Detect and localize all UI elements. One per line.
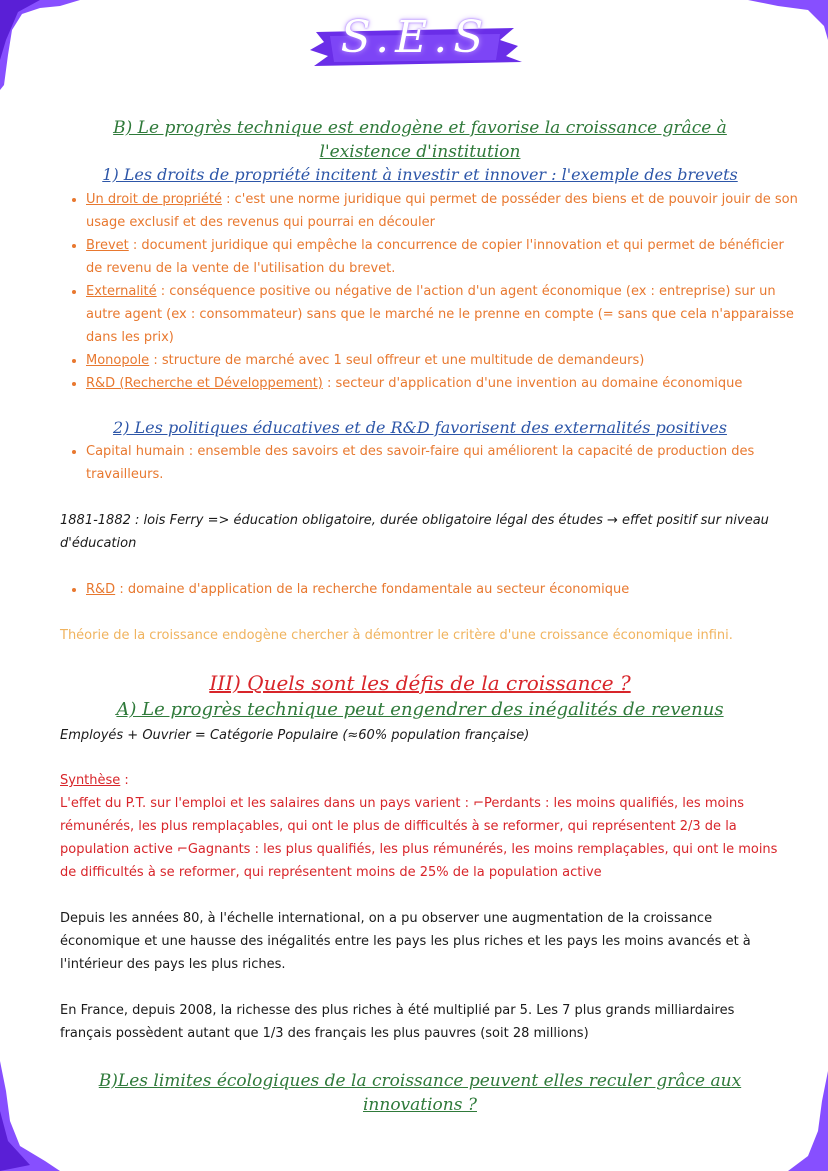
synthese-text: L'effet du P.T. sur l'emploi et les salaires dans un pays varient : ⌐Perdants : les moins qualifiés, les moins rémunérés, les plus remplaçables, qui ont le plus de difficultés à se reformer, qui représentent 2/3 de la population active ⌐Gagnants : les plus qualifiés, les plus rémunérés, les moins remplaçables, qui ont le moins de difficultés à se reformer, qui représentent moins de 25% de la population active (60, 796, 778, 880)
subsection-1-heading: 1) Les droits de propriété incitent à investir et innover : l'exemple des brevets (102, 165, 738, 184)
capital-humain-list (68, 440, 801, 486)
categorie-populaire-text: Employés + Ouvrier = Catégorie Populaire (≈60% population française) (60, 728, 530, 743)
definition: : structure de marché avec 1 seul offreur et une multitude de demandeurs) (149, 353, 645, 368)
term: Un droit de propriété (86, 192, 222, 207)
term: Brevet (86, 238, 129, 253)
synthese-label-line (60, 769, 782, 792)
section-b-heading-line1: B) Le progrès technique est endogène et favorise la croissance grâce à (113, 118, 727, 138)
list-item (86, 234, 801, 280)
term: R&D (86, 582, 116, 597)
section-b-heading (60, 116, 780, 164)
list-item (86, 578, 801, 601)
synthese-label: Synthèse (60, 773, 121, 788)
list-item: • Capital humain : ensemble des savoirs et des savoir-faire qui améliorent la capacité de production des travailleurs. (86, 440, 801, 486)
list-item (86, 188, 801, 234)
section-iii-a-heading: A) Le progrès technique peut engendrer des inégalités de revenus (116, 699, 724, 720)
definition: : secteur d'application d'une invention au domaine économique (322, 376, 743, 391)
rd-list (68, 578, 801, 601)
list-item (86, 280, 801, 349)
corner-decoration-top-right (738, 0, 828, 40)
section-iii-heading: III) Quels sont les défis de la croissance ? (209, 671, 631, 695)
corner-decoration-bottom-left (0, 1061, 60, 1171)
definition: : document juridique qui empêche la concurrence de copier l'innovation et qui permet de bénéficier de revenu de la vente de l'utilisation du brevet. (86, 238, 784, 276)
term: Monopole (86, 353, 150, 368)
inequality-paragraph: Depuis les années 80, à l'échelle international, on a pu observer une augmentation de la croissance économique et une hausse des inégalités entre les pays les plus riches et les pays les moins avancés et à l'intérieur des pays les plus riches. (60, 911, 751, 972)
section-b-heading-line2: l'existence d'institution (319, 142, 521, 162)
list-item (86, 349, 801, 372)
france-wealth-paragraph: En France, depuis 2008, la richesse des plus riches à été multiplié par 5. Les 7 plus grands milliardaires français possèdent autant que 1/3 des français les plus pauvres (soit 28 millions) (60, 1003, 735, 1041)
property-rights-list (68, 188, 801, 395)
section-iii-b-heading-line1: B)Les limites écologiques de la croissance peuvent elles reculer grâce aux (98, 1071, 742, 1091)
definition: : conséquence positive ou négative de l'action d'un agent économique (ex : entreprise) sur un autre agent (ex : consommateur) sans que le marché ne le prenne en compte (= sans que cela n'apparaisse dans les prix) (86, 284, 794, 345)
page-title: S.E.S (340, 12, 490, 63)
corner-decoration-bottom-right (778, 1071, 828, 1171)
section-iii-b-heading-line2: innovations ? (362, 1095, 477, 1115)
synthese-colon: : (120, 773, 129, 788)
definition: : c'est une norme juridique qui permet de posséder des biens et de pouvoir jouir de son usage exclusif et des revenus qui pourrai en découler (86, 192, 798, 230)
definition: : domaine d'application de la recherche fondamentale au secteur économique (115, 582, 630, 597)
endogenous-growth-note: Théorie de la croissance endogène chercher à démontrer le critère d'une croissance économique infini. (60, 628, 733, 643)
title-banner (300, 10, 530, 80)
list-item (86, 372, 801, 395)
term: Externalité (86, 284, 157, 299)
lois-ferry-text: 1881-1882 : lois Ferry => éducation obligatoire, durée obligatoire légal des études → effet positif sur niveau d'éducation (60, 513, 769, 551)
subsection-2-heading: 2) Les politiques éducatives et de R&D favorisent des externalités positives (113, 418, 727, 437)
section-iii-b-heading (60, 1069, 780, 1117)
corner-decoration-top-left (0, 0, 90, 90)
term: R&D (Recherche et Développement) (86, 376, 323, 391)
